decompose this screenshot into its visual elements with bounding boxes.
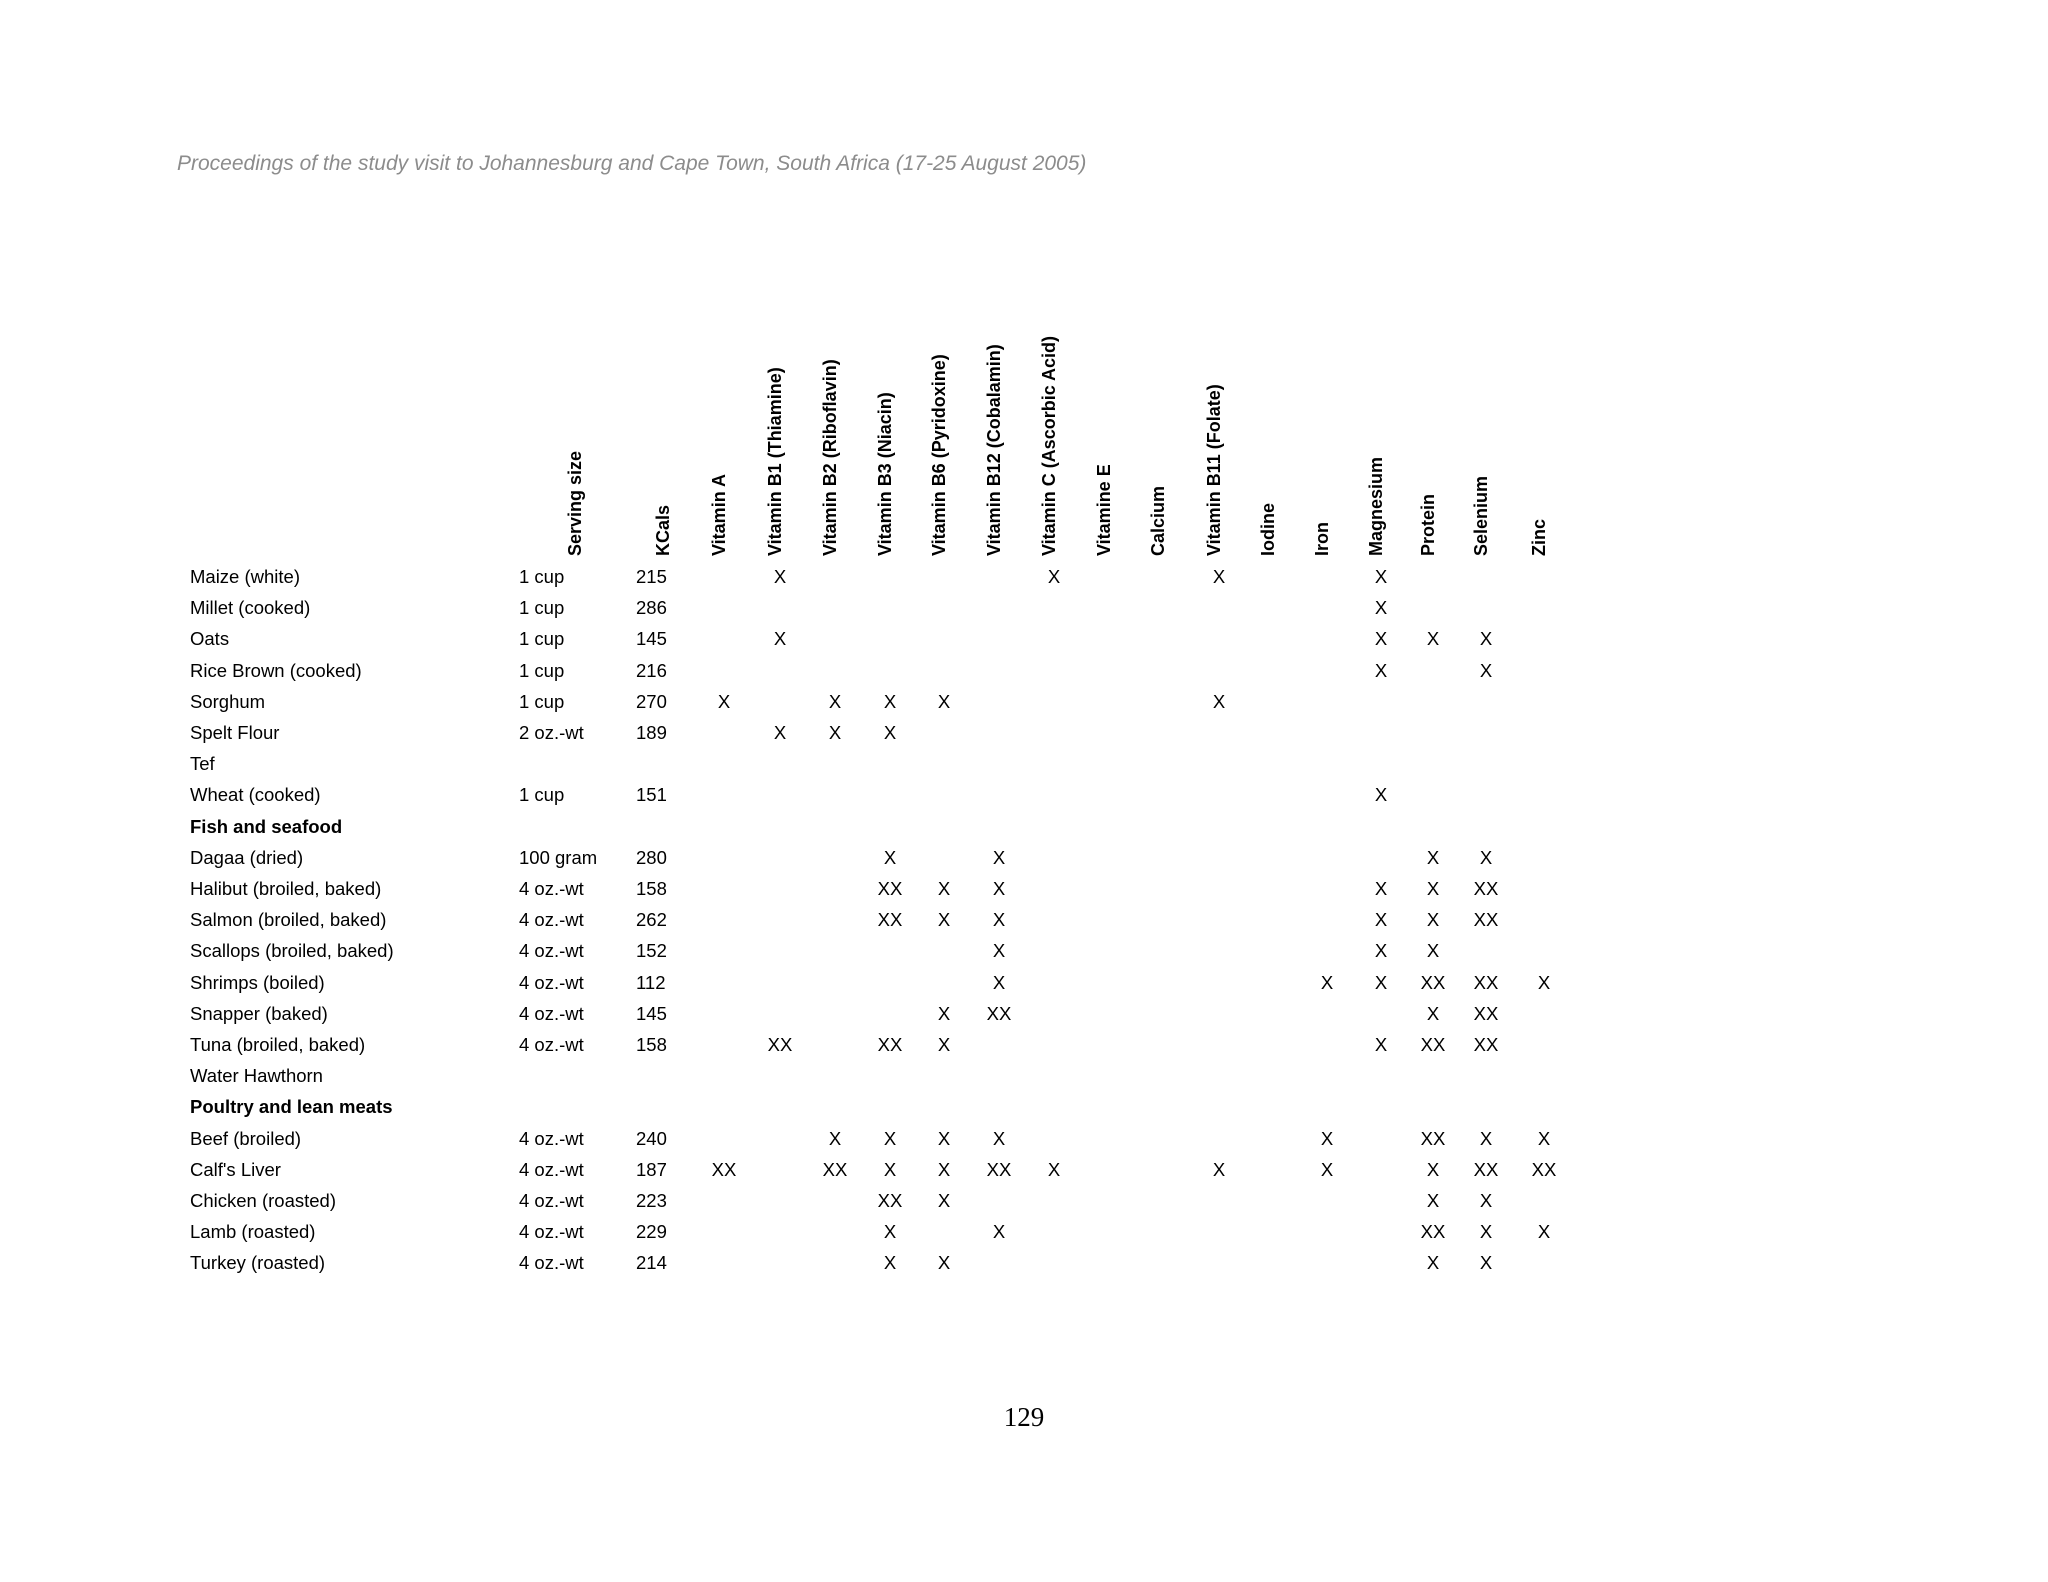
table-row: [0, 784, 1600, 815]
nutrient-mark: X: [1426, 628, 1440, 650]
nutrient-mark: X: [937, 1002, 951, 1024]
food-name: Scallops (broiled, baked): [190, 940, 394, 962]
nutrient-mark: XX: [877, 909, 903, 931]
nutrient-mark: X: [1426, 1252, 1440, 1274]
kcal-value: 286: [636, 597, 667, 619]
kcal-value: 214: [636, 1252, 667, 1274]
column-header: Vitamin A: [709, 473, 729, 556]
food-name: Lamb (roasted): [190, 1221, 316, 1243]
nutrient-mark: X: [1479, 1190, 1493, 1211]
serving-size: 4 oz.-wt: [519, 1190, 584, 1211]
nutrient-mark: X: [992, 971, 1006, 993]
column-header: KCals: [653, 504, 673, 556]
nutrient-mark: X: [1320, 1127, 1334, 1149]
kcal-value: 280: [636, 846, 667, 868]
nutrient-mark: XX: [1473, 909, 1499, 931]
table-row: [0, 1065, 1600, 1096]
nutrient-mark: X: [937, 690, 951, 712]
nutrient-mark: X: [1479, 1127, 1493, 1149]
nutrient-mark: X: [1537, 971, 1551, 993]
serving-size: 4 oz.-wt: [519, 1127, 584, 1149]
nutrient-mark: X: [1212, 690, 1226, 712]
column-header: Vitamin B2 (Riboflavin): [820, 359, 840, 556]
nutrient-mark: X: [1479, 846, 1493, 868]
kcal-value: 240: [636, 1127, 667, 1149]
nutrient-mark: X: [1320, 1158, 1334, 1180]
food-name: Oats: [190, 628, 230, 650]
nutrient-mark: X: [1374, 784, 1388, 806]
table-row: [0, 1128, 1600, 1159]
nutrient-mark: X: [828, 690, 842, 712]
serving-size: 100 gram: [519, 846, 598, 868]
section-heading: Poultry and lean meats: [190, 1096, 393, 1118]
food-name: Maize (white): [190, 566, 300, 587]
column-header: Iron: [1312, 522, 1332, 556]
section-heading: Fish and seafood: [190, 815, 343, 837]
nutrient-mark: XX: [767, 1034, 793, 1055]
table-row: [0, 909, 1600, 940]
column-header: Vitamin B6 (Pyridoxine): [929, 354, 949, 556]
kcal-value: 151: [636, 784, 667, 806]
kcal-value: 145: [636, 1002, 667, 1024]
nutrient-mark: X: [1212, 566, 1226, 587]
kcal-value: 112: [636, 971, 666, 993]
nutrient-mark: X: [992, 940, 1006, 962]
nutrient-mark: X: [1426, 1002, 1440, 1024]
table-row: [0, 1003, 1600, 1034]
nutrient-mark: X: [828, 722, 842, 743]
table-row: [0, 753, 1600, 784]
nutrient-mark: X: [1479, 1252, 1493, 1274]
table-row: [0, 1221, 1600, 1252]
column-header: Protein: [1418, 493, 1438, 556]
kcal-value: 189: [636, 722, 667, 743]
food-name: Salmon (broiled, baked): [190, 909, 387, 931]
food-name: Halibut (broiled, baked): [190, 878, 382, 899]
serving-size: 1 cup: [519, 566, 565, 587]
nutrient-mark: XX: [877, 1190, 903, 1211]
nutrient-mark: X: [992, 1221, 1006, 1243]
nutrient-mark: X: [773, 628, 787, 650]
nutrient-mark: X: [1374, 566, 1388, 587]
nutrient-mark: X: [1374, 909, 1388, 931]
column-header: Magnesium: [1366, 456, 1386, 556]
table-row: [0, 878, 1600, 909]
nutrient-mark: X: [1374, 597, 1388, 619]
kcal-value: 158: [636, 1034, 667, 1055]
nutrient-mark: X: [1374, 628, 1388, 650]
kcal-value: 158: [636, 878, 667, 899]
table-row: [0, 1034, 1600, 1065]
nutrient-mark: X: [883, 722, 897, 743]
nutrient-mark: X: [937, 1127, 951, 1149]
serving-size: 4 oz.-wt: [519, 1034, 584, 1055]
nutrient-mark: X: [1426, 878, 1440, 899]
nutrient-mark: X: [992, 909, 1006, 931]
nutrient-mark: XX: [1420, 971, 1446, 993]
table-row: [0, 1252, 1600, 1283]
kcal-value: 152: [636, 940, 667, 962]
column-header: Serving size: [565, 450, 585, 556]
nutrient-mark: X: [1537, 1127, 1551, 1149]
column-header: Vitamin B1 (Thiamine): [765, 367, 785, 556]
serving-size: 4 oz.-wt: [519, 1158, 584, 1180]
serving-size: 4 oz.-wt: [519, 1221, 584, 1243]
section-heading-row: [0, 1096, 1600, 1127]
serving-size: 4 oz.-wt: [519, 1002, 584, 1024]
nutrient-mark: X: [937, 909, 951, 931]
nutrient-mark: X: [1212, 1158, 1226, 1180]
serving-size: 4 oz.-wt: [519, 940, 584, 962]
serving-size: 4 oz.-wt: [519, 971, 584, 993]
nutrient-mark: X: [883, 846, 897, 868]
food-name: Calf's Liver: [190, 1158, 281, 1180]
serving-size: 1 cup: [519, 597, 565, 619]
food-name: Water Hawthorn: [190, 1065, 323, 1087]
kcal-value: 223: [636, 1190, 667, 1211]
nutrient-mark: XX: [1473, 878, 1499, 899]
running-header: Proceedings of the study visit to Johannesburg and Cape Town, South Africa (17-25 August 2005): [177, 152, 1087, 175]
table-row: [0, 847, 1600, 878]
column-header: Iodine: [1258, 503, 1278, 556]
nutrient-mark: X: [992, 1127, 1006, 1149]
nutrient-mark: XX: [986, 1158, 1012, 1180]
nutrient-mark: X: [992, 846, 1006, 868]
table-row: [0, 1190, 1600, 1221]
nutrient-mark: X: [1426, 846, 1440, 868]
table-row: [0, 722, 1600, 753]
kcal-value: 145: [636, 628, 667, 650]
column-header: Calcium: [1148, 485, 1168, 556]
nutrient-mark: X: [937, 1190, 951, 1211]
table-row: [0, 566, 1600, 597]
food-name: Wheat (cooked): [190, 784, 321, 806]
nutrient-mark: XX: [877, 878, 903, 899]
column-header: Vitamin B11 (Folate): [1204, 384, 1224, 556]
food-name: Beef (broiled): [190, 1127, 302, 1149]
table-row: [0, 972, 1600, 1003]
page-number: 129: [1003, 1402, 1045, 1432]
serving-size: 1 cup: [519, 628, 565, 650]
nutrient-mark: X: [1479, 1221, 1493, 1243]
food-name: Turkey (roasted): [190, 1252, 326, 1274]
column-header: Vitamine E: [1094, 464, 1114, 556]
nutrient-mark: X: [717, 690, 731, 712]
nutrient-mark: XX: [1531, 1158, 1557, 1180]
table-row: [0, 940, 1600, 971]
serving-size: 2 oz.-wt: [519, 722, 584, 743]
food-name: Sorghum: [190, 690, 266, 712]
kcal-value: 216: [636, 659, 667, 681]
serving-size: 4 oz.-wt: [519, 909, 584, 931]
nutrient-mark: X: [883, 1158, 897, 1180]
nutrient-mark: X: [1479, 659, 1493, 681]
column-header: Selenium: [1471, 475, 1491, 556]
food-name: Snapper (baked): [190, 1002, 328, 1024]
nutrient-mark: X: [828, 1127, 842, 1149]
nutrient-mark: X: [1479, 628, 1493, 650]
food-name: Millet (cooked): [190, 597, 311, 619]
nutrient-mark: X: [883, 1252, 897, 1274]
food-name: Rice Brown (cooked): [190, 659, 362, 681]
nutrient-mark: X: [1047, 1158, 1061, 1180]
nutrient-mark: X: [1047, 566, 1061, 587]
nutrient-mark: XX: [1420, 1221, 1446, 1243]
table-row: [0, 1159, 1600, 1190]
nutrient-mark: XX: [1420, 1034, 1446, 1055]
nutrient-mark: X: [1374, 971, 1388, 993]
nutrient-mark: X: [937, 878, 951, 899]
serving-size: 4 oz.-wt: [519, 1252, 584, 1274]
nutrient-mark: X: [1374, 659, 1388, 681]
nutrient-mark: X: [773, 566, 787, 587]
nutrient-mark: X: [1374, 940, 1388, 962]
kcal-value: 229: [636, 1221, 667, 1243]
nutrient-mark: X: [1374, 878, 1388, 899]
column-header: Vitamin C (Ascorbic Acid): [1039, 335, 1059, 556]
column-header: Vitamin B3 (Niacin): [875, 392, 895, 556]
nutrient-mark: XX: [877, 1034, 903, 1055]
food-name: Shrimps (boiled): [190, 971, 325, 993]
kcal-value: 270: [636, 690, 667, 712]
nutrient-mark: X: [1426, 940, 1440, 962]
nutrient-mark: XX: [1420, 1127, 1446, 1149]
nutrient-mark: X: [1320, 971, 1334, 993]
nutrient-mark: XX: [986, 1002, 1012, 1024]
nutrient-mark: XX: [1473, 1034, 1499, 1055]
table-row: [0, 597, 1600, 628]
food-name: Chicken (roasted): [190, 1190, 337, 1211]
nutrient-mark: XX: [711, 1158, 737, 1180]
serving-size: 4 oz.-wt: [519, 878, 584, 899]
table-row: [0, 660, 1600, 691]
nutrient-mark: X: [883, 690, 897, 712]
nutrient-mark: X: [883, 1127, 897, 1149]
nutrient-mark: X: [1426, 909, 1440, 931]
serving-size: 1 cup: [519, 659, 565, 681]
table-row: [0, 691, 1600, 722]
column-header: Vitamin B12 (Cobalamin): [984, 344, 1004, 556]
food-name: Spelt Flour: [190, 722, 280, 743]
nutrient-mark: X: [773, 722, 787, 743]
nutrient-mark: X: [937, 1034, 951, 1055]
section-heading-row: [0, 816, 1600, 847]
serving-size: 1 cup: [519, 784, 565, 806]
table-row: [0, 628, 1600, 659]
food-name: Tef: [190, 753, 215, 775]
food-name: Dagaa (dried): [190, 846, 304, 868]
nutrient-mark: XX: [822, 1158, 848, 1180]
food-name: Tuna (broiled, baked): [190, 1034, 366, 1055]
nutrient-mark: X: [1426, 1158, 1440, 1180]
kcal-value: 215: [636, 566, 667, 587]
nutrient-mark: X: [937, 1158, 951, 1180]
nutrient-mark: XX: [1473, 971, 1499, 993]
nutrient-mark: X: [1374, 1034, 1388, 1055]
nutrient-mark: XX: [1473, 1002, 1499, 1024]
kcal-value: 187: [636, 1158, 667, 1180]
serving-size: 1 cup: [519, 690, 565, 712]
nutrient-mark: X: [937, 1252, 951, 1274]
nutrient-mark: X: [883, 1221, 897, 1243]
nutrient-mark: X: [992, 878, 1006, 899]
kcal-value: 262: [636, 909, 667, 931]
nutrient-mark: XX: [1473, 1158, 1499, 1180]
nutrient-mark: X: [1537, 1221, 1551, 1243]
nutrient-mark: X: [1426, 1190, 1440, 1211]
column-header: Zinc: [1529, 518, 1549, 556]
